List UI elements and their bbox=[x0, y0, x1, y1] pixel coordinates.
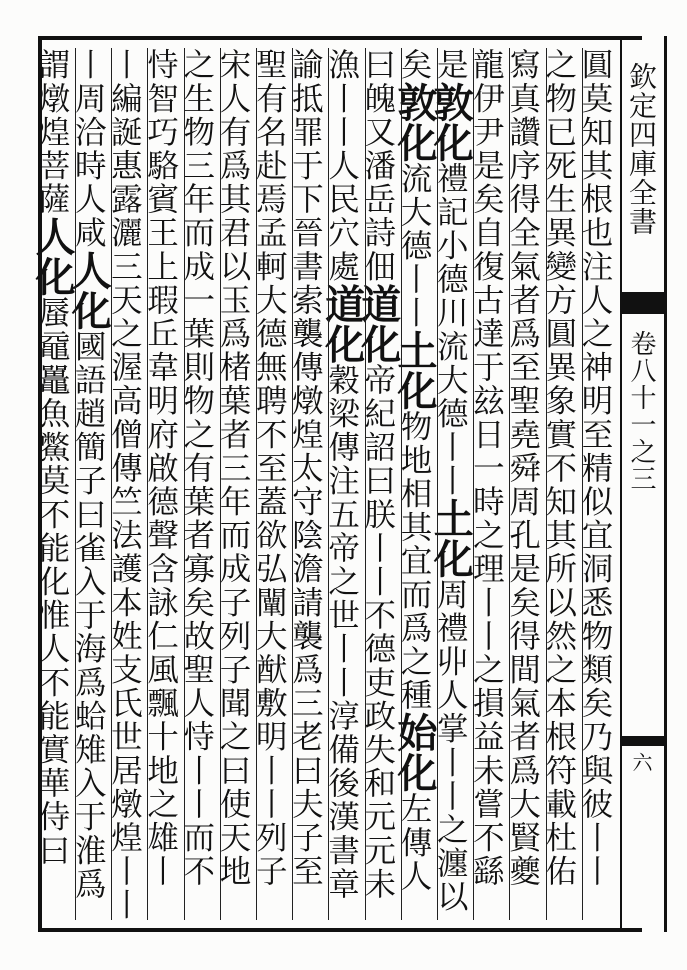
headword: 土化 bbox=[390, 329, 438, 410]
text-column bbox=[106, 48, 148, 922]
text-column bbox=[251, 48, 293, 920]
text-run: 禮記小德川流大德丨丨 bbox=[432, 161, 469, 498]
text-column bbox=[28, 48, 76, 920]
headword: 始化 bbox=[390, 712, 438, 793]
text-run: 周禮丱人掌丨丨之瀍以 bbox=[432, 577, 469, 914]
text-run: 恃智巧駱賓王上瑕丘韋明府啟德聲含詠仁風飄十地之雄丨 bbox=[142, 48, 179, 888]
text-column bbox=[390, 48, 438, 920]
text-column bbox=[504, 48, 546, 920]
text-run: 帝紀詔曰朕丨丨不德吏政失和元元未 bbox=[359, 363, 396, 901]
text-run: 流大德丨丨 bbox=[395, 161, 432, 330]
headword: 土化 bbox=[427, 497, 475, 578]
frame-bottom-border bbox=[40, 928, 642, 932]
text-run: 聖有名赴焉孟軻大德無聘不至蓋欲弘闡大猷敷明丨丨列子 bbox=[251, 48, 288, 888]
page-number: 六 bbox=[629, 752, 653, 773]
text-column bbox=[214, 48, 257, 920]
margin-rule-left bbox=[620, 36, 622, 932]
text-run: 國語趙簡子曰雀入于海爲蛤雉入于淮爲 bbox=[70, 329, 107, 901]
text-run: 之生物三年而成一葉則物之有葉者寡矣故聖人恃丨丨而不 bbox=[178, 48, 215, 888]
text-column bbox=[540, 48, 583, 920]
text-run: 宋人有爲其君以玉爲楮葉者三年而成子列子聞之曰使天地 bbox=[214, 48, 251, 888]
text-run: 丨編誕惠露灑三天之渥高僧傳竺法護本姓支氏世居燉煌丨丨 bbox=[106, 48, 143, 922]
text-run: 是 bbox=[432, 48, 469, 82]
text-column bbox=[287, 48, 329, 920]
volume-label: 卷八十一之三 bbox=[626, 330, 656, 492]
text-column bbox=[468, 48, 510, 920]
text-run: 謂燉煌菩薩 bbox=[33, 48, 70, 216]
headword: 人化 bbox=[65, 249, 113, 330]
text-run: 穀梁傳注五帝之世丨丨淳備後漢書章 bbox=[323, 363, 360, 901]
headword: 道化 bbox=[354, 283, 402, 364]
text-run: 曰 bbox=[359, 48, 396, 82]
text-column bbox=[65, 48, 113, 920]
text-column bbox=[427, 48, 475, 920]
text-run: 龍伊尹是矣自復古達于玆日一時之理丨丨之損益未嘗不繇 bbox=[468, 48, 505, 888]
text-run: 丨周洽時人咸 bbox=[70, 48, 107, 250]
text-run: 寫真讚序得全氣者爲至聖堯舜周孔是矣得間氣者爲大賢夔 bbox=[504, 48, 541, 888]
text-run: 圓莫知其根也注人之神明至精似宜洞悉物類矣乃與彼丨丨 bbox=[576, 48, 613, 888]
text-run: 左傳人 bbox=[395, 792, 432, 893]
text-run: 蜃黿鼉魚鱉莫不能化惟人不能實華侍曰 bbox=[33, 296, 70, 868]
fishtail-mark bbox=[622, 292, 664, 314]
text-column bbox=[142, 48, 184, 920]
text-column bbox=[354, 48, 402, 920]
margin-rule-right bbox=[664, 36, 667, 932]
text-column bbox=[318, 48, 366, 920]
headword: 敦化 bbox=[427, 81, 475, 162]
text-column bbox=[178, 48, 221, 920]
fishtail-mark-lower bbox=[622, 736, 664, 746]
headword: 人化 bbox=[28, 216, 76, 296]
headword: 道化 bbox=[318, 283, 366, 364]
column-text bbox=[28, 48, 76, 868]
text-run: 漁丨丨人民穴處 bbox=[323, 48, 360, 284]
text-run: 諭抵罪于下晉書索襲傳燉煌太守陰澹請襲爲三老曰夫子至 bbox=[287, 48, 324, 888]
book-title: 欽定四庫全書 bbox=[625, 62, 658, 236]
frame-top-border bbox=[40, 36, 642, 40]
text-run: 物地相其宜而爲之種 bbox=[395, 409, 432, 713]
headword: 敦化 bbox=[390, 81, 438, 162]
text-column bbox=[576, 48, 618, 920]
text-run: 魄又潘岳詩佃 bbox=[359, 81, 396, 284]
text-run: 矣 bbox=[395, 48, 432, 82]
text-run: 之物已死生異變方圓異象實不知其所以然之本根符載杜佑 bbox=[540, 48, 577, 888]
